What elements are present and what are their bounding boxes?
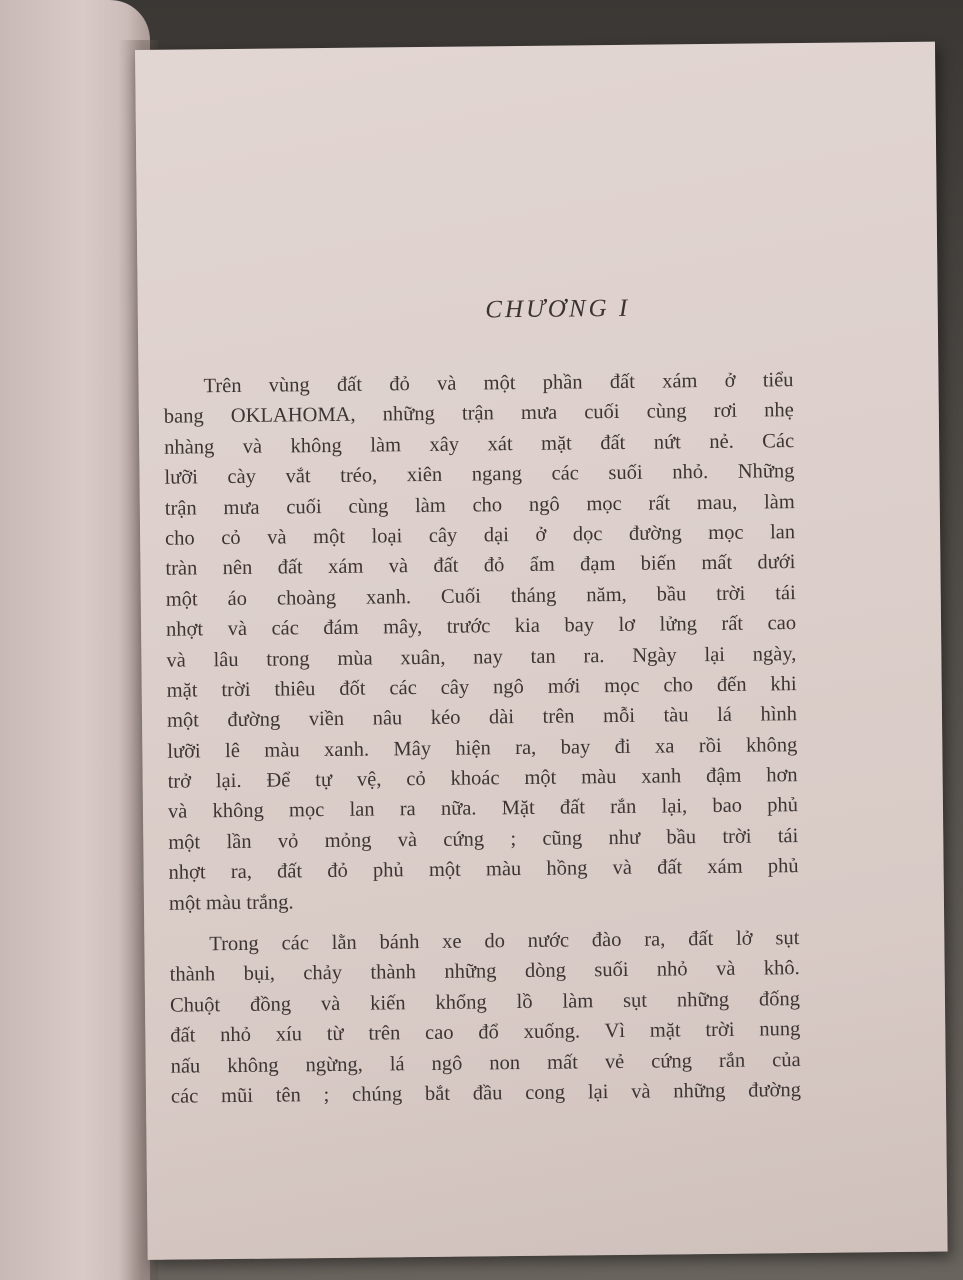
text-line: đất nhỏ xíu từ trên cao đổ xuống. Vì mặt trời nung: [170, 1018, 801, 1047]
text-line: cho cỏ và một loại cây dại ở dọc đường mọc lan: [165, 521, 796, 550]
text-line: lưỡi lê màu xanh. Mây hiện ra, bay đi xa rồi không: [167, 733, 798, 763]
paragraph-2: [169, 923, 801, 1112]
text-line: và không mọc lan ra nữa. Mặt đất rắn lại, bao phủ: [167, 794, 799, 824]
text-line: Trên vùng đất đỏ và một phần đất xám ở tiểu: [203, 369, 794, 398]
book-page: [135, 42, 948, 1260]
text-line: lưỡi cày vắt tréo, xiên ngang các suối nhỏ. Những: [164, 460, 795, 489]
text-line: một màu trắng.: [168, 891, 294, 915]
text-line: các mũi tên ; chúng bắt đầu cong lại và những đường: [170, 1079, 802, 1108]
text-line: một áo choàng xanh. Cuối tháng năm, bầu trời tái: [165, 581, 796, 611]
text-line: nhợt ra, đất đỏ phủ một màu hồng và đất xám phủ: [168, 855, 799, 884]
text-line: mặt trời thiêu đốt các cây ngô mới mọc cho đến khi: [166, 673, 797, 702]
paragraph-1: [163, 365, 799, 919]
text-line: nấu không ngừng, lá ngô non mất vẻ cứng rắn của: [170, 1048, 801, 1078]
text-line: và lâu trong mùa xuân, nay tan ra. Ngày lại ngày,: [166, 642, 797, 672]
text-line: trận mưa cuối cùng làm cho ngô mọc rất mau, làm: [164, 490, 795, 520]
text-line: Chuột đồng và kiến khổng lồ làm sụt những đống: [169, 987, 801, 1017]
chapter-title: CHƯƠNG I: [485, 294, 631, 324]
text-line: Trong các lằn bánh xe do nước đào ra, đất lở sụt: [209, 927, 800, 956]
text-line: một lần vỏ mỏng và cứng ; cũng như bầu trời tái: [168, 824, 799, 854]
text-line: nhợt và các đám mây, trước kia bay lơ lửng rất cao: [165, 612, 797, 641]
text-line: bang OKLAHOMA, những trận mưa cuối cùng rơi nhẹ: [163, 399, 794, 429]
text-line: trở lại. Để tự vệ, cỏ khoác một màu xanh đậm hơn: [167, 764, 798, 793]
text-line: thành bụi, chảy thành những dòng suối nhỏ và khô.: [169, 957, 800, 987]
text-line: tràn nên đất xám và đất đỏ ẩm đạm biến mất dưới: [165, 551, 796, 581]
text-line: một đường viền nâu kéo dài trên mỗi tàu lá hình: [166, 703, 798, 732]
text-line: nhàng và không làm xây xát mặt đất nứt nẻ. Các: [164, 429, 795, 459]
